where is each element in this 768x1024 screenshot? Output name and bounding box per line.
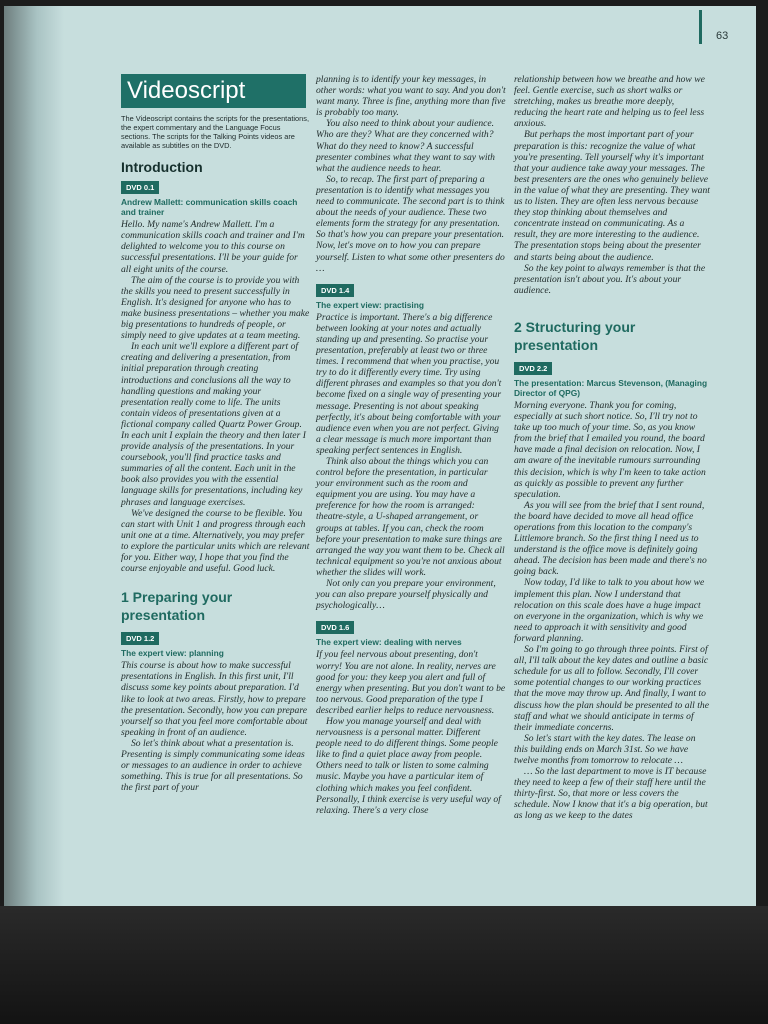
paragraph: But perhaps the most important part of your preparation is this: recognize the value of what you're presenting. Tell yourself why it's important that your audience take away your messages. The best presenters are the ones who genuinely believe in the value of what they are presenting. They want us to listen. They are often less nervous because they stop thinking about themselves and concentrate instead on communicating. As a result, they are more interesting to the audience. The presentation stops being about the presenter and starts being about the audience. xyxy=(514,129,710,263)
page-edge-marker xyxy=(699,10,702,44)
section-subheading: The expert view: practising xyxy=(316,299,424,310)
dvd-badge: DVD 1.4 xyxy=(316,284,354,297)
paragraph: This course is about how to make successful presentations in English. In this first unit, I'll discuss some key points about preparation. I'd like to look at two areas. Firstly, how to prepare the presentation. Secondly, how you can prepare yourself so that you feel more comfortable about speaking in front of an audience. xyxy=(121,660,308,738)
paragraph: relationship between how we breathe and how we feel. Gentle exercise, such as short walks or stretching, makes us breathe more deeply, reducing the heart rate and helping us to feel less anxious. xyxy=(514,74,705,130)
paragraph: So, to recap. The first part of preparing a presentation is to identify what messages you need to communicate. The second part is to think about the needs of your audience. These two elements form the strategy for any presentation. So that's how you can prepare your presentation. Now, let's move on to how you can prepare yourself. Listen to what some other presenters do … xyxy=(316,173,505,274)
paragraph: So the key point to always remember is that the presentation isn't about you. It's about your audience. xyxy=(514,262,706,296)
paragraph: … So the last department to move is IT because they need to keep a few of their staff here until the thirty-first. So, that more or less covers the schedule. Now I know that it's a big operation, but as long as we keep to the dates xyxy=(514,766,708,822)
intro-note: The Videoscript contains the scripts for the presentations, the expert commentary and the Language Focus sections. The scripts for the Talking Points videos are available as subtitles on the DVD. xyxy=(121,114,310,150)
paragraph: So let's start with the key dates. The lease on this building ends on March 31st. So we have twelve months from tomorrow to relocate … xyxy=(514,732,696,766)
paragraph: In each unit we'll explore a different part of creating and delivering a presentation, from initial preparation through creating introductions and conclusions all the way to handling questions and making your presentation really come to life. The units contain videos of presentations given at a fictional company called Quartz Power Group. In each unit I explain the theory and then later I provide analysis of the presentations. In your coursebook, you'll find practice tasks and summaries of all the content. Each unit in the book also provides you with the essential language skills for presentations, including key phrases and language exercises. xyxy=(121,341,306,508)
page-gutter-shadow xyxy=(4,6,64,906)
book-page xyxy=(4,6,756,906)
paragraph: Think also about the things which you can control before the presentation, in particular your environment such as the room and equipment you are using. You may have a preference for how the room is arranged: theatre-style, a U-shaped arrangement, or groups at tables. If you can, check the room before your presentation to make sure things are arranged the way you want them to be. Check all technical equipment so you're not anxious about whether the slides will work. xyxy=(316,456,505,578)
paragraph: How you manage yourself and deal with nervousness is a personal matter. Different people need to do different things. Some people like to find a quiet place away from people. Others need to talk or listen to some calming music. Maybe you have a particular item of clothing which makes you feel confident. Personally, I think exercise is very useful way of relaxing. There's a very close xyxy=(316,715,501,816)
paragraph: So let's think about what a presentation is. Presenting is simply communicating some ideas or messages to an audience in order to achieve something. This is true for all presentations. So the first part of your xyxy=(121,737,305,794)
paragraph: planning is to identify your key messages, in other words: what you want to say. And you don't want many. Three is fine, anything more than five is probably too many. xyxy=(316,74,506,119)
paragraph: Hello. My name's Andrew Mallett. I'm a communication skills coach and trainer and I'm delighted to welcome you to this course on successful presentations. I'll be your guide for all eight units of the course. xyxy=(121,219,305,275)
unit-1-heading: 1 Preparing your presentation xyxy=(121,589,233,624)
paragraph: Not only can you prepare your environment, you can also prepare yourself physically and psychologically… xyxy=(316,578,496,612)
column-3 xyxy=(514,74,710,822)
speaker-heading: Andrew Mallett: communication skills coach and trainer xyxy=(121,197,298,218)
paragraph: As you will see from the brief that I sent round, the board have decided to move all head office operations from this location to the company's Littlemore branch. So the first thing I need us to understand is the office move is definitely going ahead. The decision has been made and there's no going back. xyxy=(514,499,707,578)
paragraph: You also need to think about your audience. Who are they? What are they concerned with? What do they need to know? A successful presenter combines what they want to say with what the audience needs to hear. xyxy=(316,118,495,174)
page-title: Videoscript xyxy=(121,74,306,108)
paragraph: If you feel nervous about presenting, don't worry! You are not alone. In reality, nerves are good for you: they keep you alert and full of energy when presenting. But you don't want to be too nervous. Good preparation of the type I described earlier helps to reduce nervousness. xyxy=(316,649,506,716)
paragraph: The aim of the course is to provide you with the skills you need to present successfully in English. It's designed for anyone who has to make business presentations – whether you make big presentations to hundreds of people, or simply need to give updates at a team meeting. xyxy=(121,274,310,342)
paragraph: Practice is important. There's a big difference between looking at your notes and actually standing up and presenting. So practise your presentation, preferably at least two or three times. I recommend that when you practise, you try to do it differently every time. Try using different phrases and examples so that you don't become fixed on a single way of presenting your message. Presenting is not about speaking perfectly, it's about being comfortable with your audience even when you are not perfect. Giving a clear message is much more important than speaking perfect sentences in English. xyxy=(316,311,502,456)
column-2 xyxy=(316,74,506,816)
column-1 xyxy=(121,74,310,793)
paragraph: So I'm going to go through three points. First of all, I'll talk about the key dates and outline a basic schedule for us all to follow. Secondly, I'll cover some potential changes to our working practices that the move may throw up. And finally, I want to discuss how the plan should be presented to all the staff and what we should anticipate in terms of their immediate concerns. xyxy=(514,644,709,733)
section-subheading: The presentation: Marcus Stevenson, (Managing Director of QPG) xyxy=(514,377,708,398)
introduction-heading: Introduction xyxy=(121,159,203,175)
dvd-badge: DVD 1.6 xyxy=(316,621,354,634)
dvd-badge: DVD 1.2 xyxy=(121,632,159,645)
paragraph: Morning everyone. Thank you for coming, especially at such short notice. So, I'll try not to take up too much of your time. So, as you know from the brief that I emailed you round, the board have made a final decision on relocation. Now, I am aware of the inevitable rumours surrounding this decision, which is why I'm keen to take action as quickly as possible to prevent any further speculation. xyxy=(514,399,706,500)
paragraph: We've designed the course to be flexible. You can start with Unit 1 and progress through each unit one at a time. Alternatively, you may prefer to explore the particular units which are relevant for you. Either way, I hope that you find the course enjoyable and useful. Good luck. xyxy=(121,507,310,575)
scan-background xyxy=(0,906,768,1024)
page-number: 63 xyxy=(716,30,729,42)
dvd-badge: DVD 2.2 xyxy=(514,362,552,375)
section-subheading: The expert view: planning xyxy=(121,648,224,659)
unit-2-heading: 2 Structuring your presentation xyxy=(514,318,636,353)
dvd-badge: DVD 0.1 xyxy=(121,181,159,194)
section-subheading: The expert view: dealing with nerves xyxy=(316,637,462,648)
paragraph: Now today, I'd like to talk to you about how we implement this plan. Now I understand that relocation on this scale does have a huge impact on everyone in the organization, which is why we need to approach it with sensitivity and good forward planning. xyxy=(514,577,705,644)
